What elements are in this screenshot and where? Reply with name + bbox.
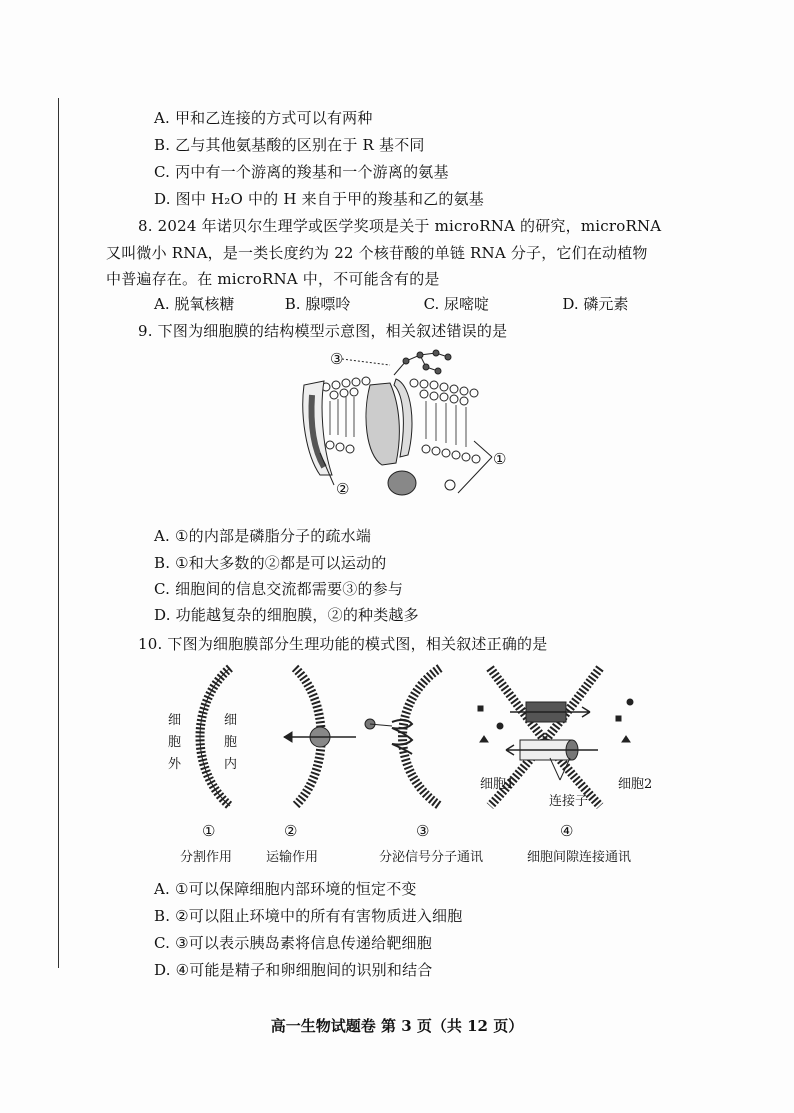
q9-stem: 9. 下图为细胞膜的结构模型示意图，相关叙述错误的是 xyxy=(138,322,508,340)
q9-option-a: A. ①的内部是磷脂分子的疏水端 xyxy=(154,527,372,545)
q9-label-1: ① xyxy=(493,450,507,468)
panel-4-number: ④ xyxy=(560,822,574,840)
panel-3-membrane xyxy=(365,668,440,806)
transmembrane-protein xyxy=(366,383,399,465)
panel-1-number: ① xyxy=(202,822,216,840)
cell2-label: 细胞2 xyxy=(618,777,653,792)
q7-option-a: A. 甲和乙连接的方式可以有两种 xyxy=(154,109,373,127)
q10-option-d: D. ④可能是精子和卵细胞间的识别和结合 xyxy=(154,961,433,979)
page-footer: 高一生物试题卷 第 3 页（共 12 页） xyxy=(270,1017,524,1035)
connector-label: 连接子 xyxy=(549,794,589,809)
panel-4-caption: 细胞间隙连接通讯 xyxy=(527,850,632,865)
panel-2-caption: 运输作用 xyxy=(266,850,319,865)
q8-option-c: C. 尿嘧啶 xyxy=(423,295,490,313)
inside-label: 细胞内 xyxy=(224,713,238,772)
q10-option-b: B. ②可以阻止环境中的所有有害物质进入细胞 xyxy=(154,907,463,925)
q7-option-b: B. 乙与其他氨基酸的区别在于 R 基不同 xyxy=(154,136,425,154)
peripheral-protein xyxy=(388,471,416,495)
q8-stem-line-3: 中普遍存在。在 microRNA 中，不可能含有的是 xyxy=(106,270,440,288)
panel-1-caption: 分割作用 xyxy=(180,850,233,865)
panel-2-number: ② xyxy=(284,822,298,840)
q10-option-c: C. ③可以表示胰岛素将信息传递给靶细胞 xyxy=(154,934,432,952)
q9-option-c: C. 细胞间的信息交流都需要③的参与 xyxy=(154,580,404,598)
panel-3-caption: 分泌信号分子通讯 xyxy=(379,850,484,865)
q10-stem: 10. 下图为细胞膜部分生理功能的模式图，相关叙述正确的是 xyxy=(138,635,548,653)
q9-label-2: ② xyxy=(336,480,350,498)
cell-membrane-model-figure xyxy=(290,345,530,510)
margin-rule xyxy=(58,98,59,968)
q8-option-d: D. 磷元素 xyxy=(562,295,629,313)
cell1-label: 细胞1 xyxy=(480,777,515,792)
q7-option-c: C. 丙中有一个游离的羧基和一个游离的氨基 xyxy=(154,163,449,181)
outside-label: 细胞外 xyxy=(168,713,182,772)
q8-stem-line-1: 8. 2024 年诺贝尔生理学或医学奖项是关于 microRNA 的研究，microRNA xyxy=(138,217,662,235)
q8-option-b: B. 腺嘌呤 xyxy=(284,295,351,313)
q8-option-a: A. 脱氧核糖 xyxy=(154,295,235,313)
q9-label-3: ③ xyxy=(330,350,344,368)
channel-protein xyxy=(303,381,332,475)
panel-2-membrane xyxy=(284,668,356,806)
q7-option-d: D. 图中 H₂O 中的 H 来自于甲的羧基和乙的氨基 xyxy=(154,190,484,208)
q9-option-d: D. 功能越复杂的细胞膜，②的种类越多 xyxy=(154,606,419,624)
q8-stem-line-2: 又叫微小 RNA，是一类长度约为 22 个核苷酸的单链 RNA 分子，它们在动植物 xyxy=(106,244,648,262)
q9-option-b: B. ①和大多数的②都是可以运动的 xyxy=(154,554,387,572)
panel-3-number: ③ xyxy=(416,822,430,840)
q10-option-a: A. ①可以保障细胞内部环境的恒定不变 xyxy=(154,880,417,898)
q8-options xyxy=(154,293,628,314)
